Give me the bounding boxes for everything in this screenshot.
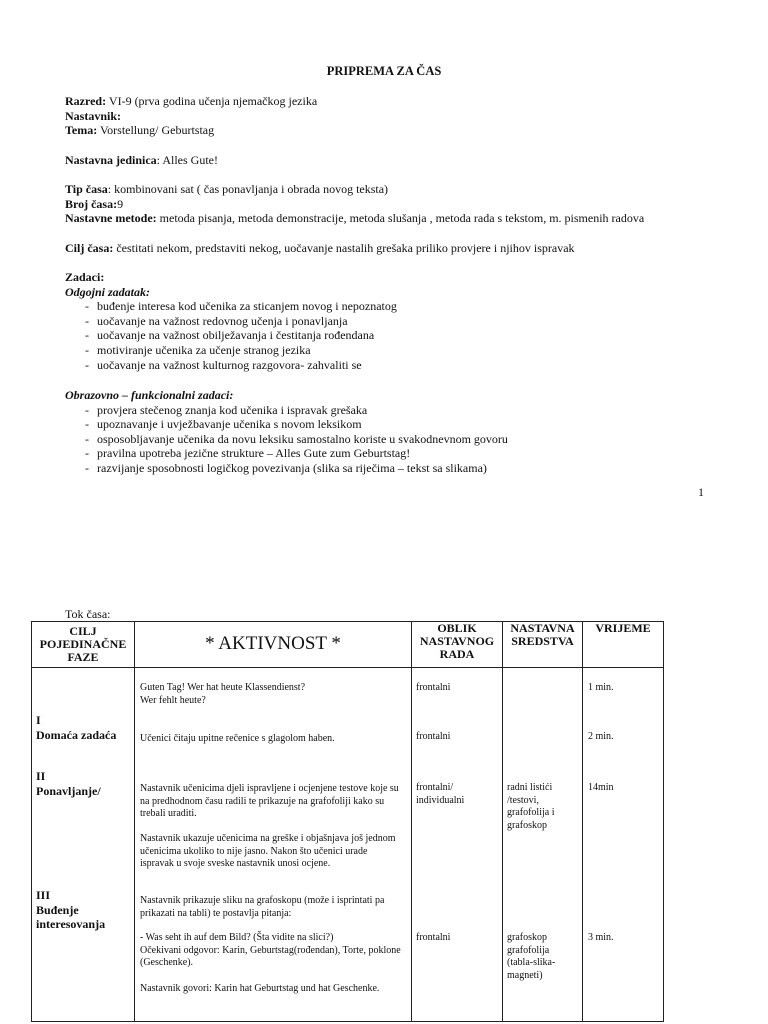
list-item: - razvijanje sposobnosti logičkog povezivanja (slika sa riječima – tekst sa slikama) xyxy=(65,461,755,476)
activity-greeting: Guten Tag! Wer hat heute Klassendienst? Wer fehlt heute? xyxy=(140,682,306,706)
oblik-value: frontalni xyxy=(416,682,451,693)
sredstva-value: grafoskop grafofolija (tabla-slika- magneti) xyxy=(507,932,556,981)
lesson-meta xyxy=(65,182,755,226)
phase-3 xyxy=(36,888,131,932)
list-item: - uočavanje na važnost obilježavanja i čestitanja rođendana xyxy=(65,328,755,343)
nastavnik-label: Nastavnik: xyxy=(65,108,122,123)
phase-1 xyxy=(36,713,116,742)
oblik-value: frontalni/ individualni xyxy=(416,782,465,806)
header-oblik: OBLIK NASTAVNOG RADA xyxy=(412,622,503,668)
activity-question: - Was seht ih auf dem Bild? (Šta vidite na slici?) Očekivani odgovor: Karin, Geburtstag(rođendan), Torte, poklone (Geschenke). xyxy=(140,932,401,968)
list-item: - uočavanje na važnost kulturnog razgovora- zahvaliti se xyxy=(65,358,755,373)
razred-value: VI-9 (prva godina učenja njemačkog jezika xyxy=(108,94,318,108)
tema-label: Tema: xyxy=(65,123,98,138)
header-aktivnost: * AKTIVNOST * xyxy=(135,622,412,668)
phase-name: Buđenje interesovanja xyxy=(36,902,106,931)
vrijeme-value: 2 min. xyxy=(588,731,614,742)
header-vrijeme: VRIJEME xyxy=(583,622,664,668)
header-sredstva: NASTAVNA SREDSTVA xyxy=(503,622,583,668)
vrijeme-value: 1 min. xyxy=(588,682,614,693)
list-item: - uočavanje na važnost redovnog učenja i ponavljanja xyxy=(65,314,755,329)
tip-line xyxy=(65,182,755,197)
razred-line xyxy=(65,94,755,109)
lesson-flow-table xyxy=(31,621,664,1022)
table-header-row xyxy=(32,622,664,668)
tema-line xyxy=(65,123,755,138)
zadaci-label: Zadaci: xyxy=(65,270,105,284)
tema-value: Vorstellung/ Geburtstag xyxy=(100,123,215,138)
list-item: - pravilna upotreba jezične strukture – Alles Gute zum Geburtstag! xyxy=(65,446,755,461)
tip-label: Tip časa xyxy=(65,182,108,196)
page-title: PRIPREMA ZA ČAS xyxy=(326,64,442,78)
obrazovno-label: Obrazovno – funkcionalni zadaci: xyxy=(65,388,234,402)
activity-tests: Nastavnik učenicima djeli ispravljene i ocjenjene testove koje su na predhodnom času radili te prikazuje na grafofoliji kako su trebali uraditi. xyxy=(140,783,399,819)
tok-label: Tok časa: xyxy=(65,607,111,621)
broj-line xyxy=(65,197,755,212)
cilj-value: čestitati nekom, predstaviti nekog, uočavanje nastalih grešaka priliko provjere i njihov ispravak xyxy=(116,241,575,255)
razred-label: Razred: xyxy=(65,94,107,108)
tip-value: : kombinovani sat ( čas ponavljanja i obrada novog teksta) xyxy=(107,182,389,196)
nastavnik-line xyxy=(65,109,755,124)
list-item: - osposobljavanje učenika da novu leksiku samostalno koriste u svakodnevnom govoru xyxy=(65,432,755,447)
obrazovno-list xyxy=(65,403,755,476)
sredstva-cell xyxy=(503,668,583,1022)
metode-line xyxy=(65,211,755,226)
phase-2 xyxy=(36,769,101,798)
table-row xyxy=(32,668,664,1022)
odgojni-label: Odgojni zadatak: xyxy=(65,284,151,299)
phase-number: I xyxy=(36,713,41,727)
vrijeme-cell xyxy=(583,668,664,1022)
oblik-cell xyxy=(412,668,503,1022)
jedinica-label: Nastavna jedinica xyxy=(65,153,157,167)
jedinica-value: : Alles Gute! xyxy=(156,153,218,167)
zadaci-section xyxy=(65,270,755,372)
list-item: - motiviranje učenika za učenje stranog jezika xyxy=(65,343,755,358)
obrazovno-section xyxy=(65,388,755,476)
phase-cell xyxy=(32,668,135,1022)
cilj-line xyxy=(65,241,755,256)
metode-label: Nastavne metode: xyxy=(65,211,157,226)
page-number: 1 xyxy=(698,485,704,499)
broj-label: Broj časa: xyxy=(65,196,118,211)
oblik-value: frontalni xyxy=(416,932,451,943)
list-item: - provjera stečenog znanja kod učenika i ispravak grešaka xyxy=(65,403,755,418)
cilj-label: Cilj časa: xyxy=(65,241,114,255)
activity-reading: Učenici čitaju upitne rečenice s glagolom haben. xyxy=(140,733,335,744)
activity-corrections: Nastavnik ukazuje učenicima na greške i objašnjava još jednom učenicima ukoliko to nije jasno. Nakon što učenici urade ispravak u svoje sveske nastavnik unosi ocjene. xyxy=(140,833,396,869)
sredstva-value: radni listići /testovi, grafofolija i grafoskop xyxy=(507,782,555,831)
activity-cell xyxy=(135,668,412,1022)
broj-value: 9 xyxy=(117,196,124,211)
vrijeme-value: 3 min. xyxy=(588,932,614,943)
oblik-value: frontalni xyxy=(416,731,451,742)
list-item: - upoznavanje i uvježbavanje učenika s novom leksikom xyxy=(65,417,755,432)
activity-picture: Nastavnik prikazuje sliku na grafoskopu (može i isprintati pa prikazati na tabli) te postavlja pitanja: xyxy=(140,895,385,919)
phase-number: III xyxy=(36,888,51,902)
phase-number: II xyxy=(36,769,46,783)
phase-name: Domaća zadaća xyxy=(36,727,117,742)
phase-name: Ponavljanje/ xyxy=(36,783,101,798)
list-item: - buđenje interesa kod učenika za sticanjem novog i nepoznatog xyxy=(65,299,755,314)
header-cilj: CILJ POJEDINAČNE FAZE xyxy=(32,622,135,668)
metode-value: metoda pisanja, metoda demonstracije, metoda slušanja , metoda rada s tekstom, m. pismenih radova xyxy=(159,211,645,226)
header-info xyxy=(65,94,755,138)
odgojni-list xyxy=(65,299,755,372)
jedinica-line xyxy=(65,153,755,168)
activity-teacher-says: Nastavnik govori: Karin hat Geburtstag und hat Geschenke. xyxy=(140,983,380,994)
vrijeme-value: 14min xyxy=(588,782,614,793)
